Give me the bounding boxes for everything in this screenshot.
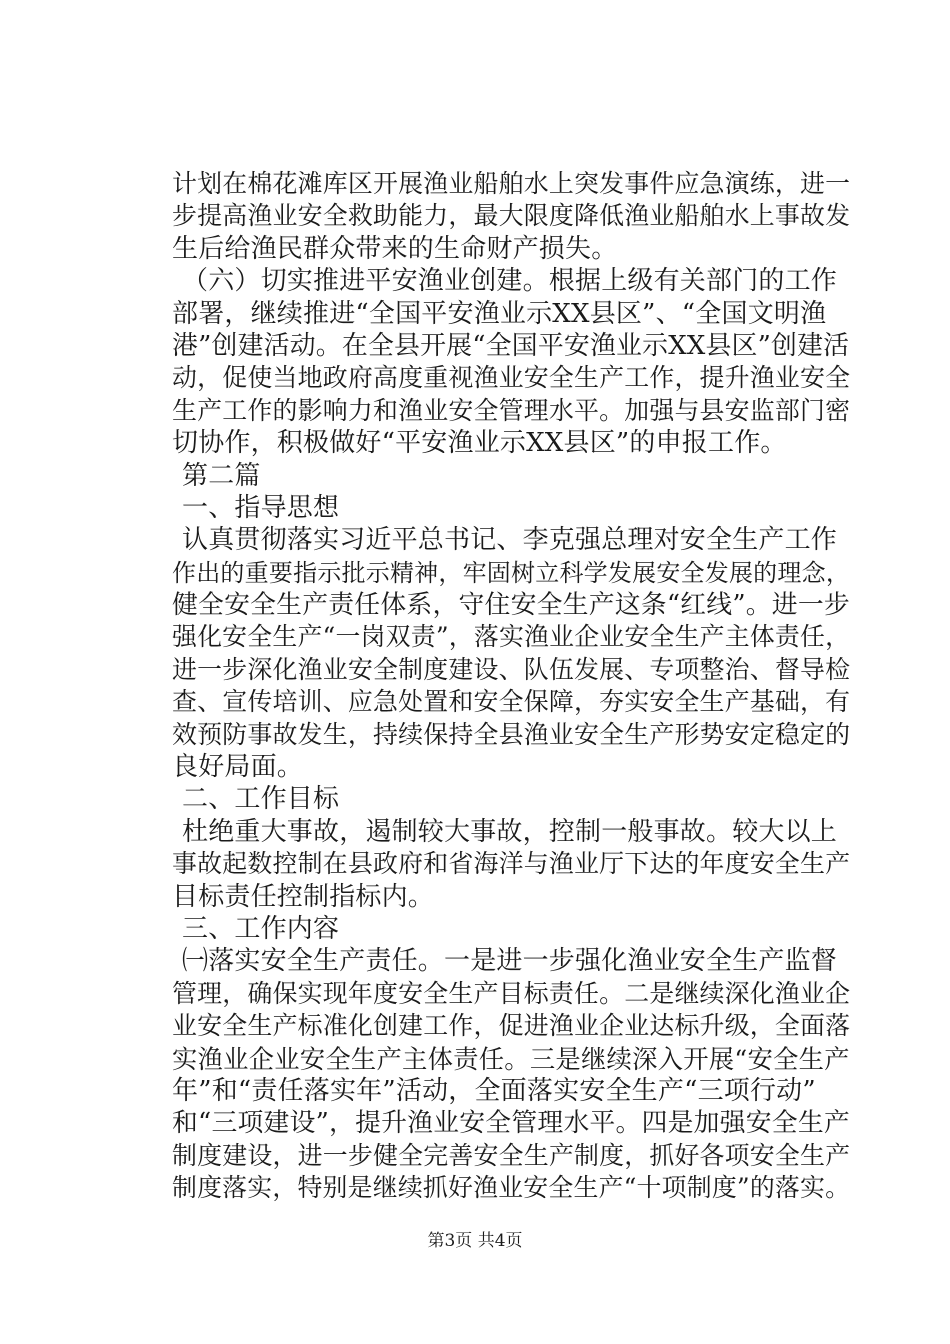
text-line: （六）切实推进平安渔业创建。根据上级有关部门的工作 [182,266,838,297]
text-line: 制度建设，进一步健全完善安全生产制度，抓好各项安全生产 [172,1140,851,1170]
text-line: ㈠落实安全生产责任。一是进一步强化渔业安全生产监督 [182,946,838,977]
text-line: 管理，确保实现年度安全生产目标责任。二是继续深化渔业企 [172,978,851,1008]
text-line: 查、宣传培训、应急处置和安全保障，夯实安全生产基础，有 [172,687,851,717]
page-footer [0,1230,950,1252]
text-line: 港”创建活动。在全县开展“全国平安渔业示XX县区”创建活 [172,330,850,361]
text-line: 业安全生产标准化创建工作，促进渔业企业达标升级，全面落 [172,1011,851,1041]
text-line: 一、指导思想 [182,492,340,523]
text-line: 计划在棉花滩库区开展渔业船舶水上突发事件应急演练，进一 [172,169,851,198]
text-line: 健全安全生产责任体系，守住安全生产这条“红线”。进一步 [172,590,850,621]
text-line: 第二篇 [182,460,261,491]
text-line: 部署，继续推进“全国平安渔业示XX县区”、“全国文明渔 [172,298,827,329]
text-line: 杜绝重大事故，遏制较大事故，控制一般事故。较大以上 [182,816,838,847]
text-line: 事故起数控制在县政府和省海洋与渔业厅下达的年度安全生产 [172,849,851,879]
text-line: 生后给渔民群众带来的生命财产损失。 [172,233,618,264]
text-line: 动，促使当地政府高度重视渔业安全生产工作，提升渔业安全 [172,363,851,393]
text-line: 进一步深化渔业安全制度建设、队伍发展、专项整治、督导检 [172,654,851,684]
text-line: 二、工作目标 [182,784,340,815]
text-line: 生产工作的影响力和渔业安全管理水平。加强与县安监部门密 [172,395,851,425]
text-line: 目标责任控制指标内。 [172,881,435,912]
text-line: 良好局面。 [172,752,304,783]
page-number-label: 第3页 共4页 [427,1231,523,1251]
text-line: 效预防事故发生，持续保持全县渔业安全生产形势安定稳定的 [172,719,851,749]
text-line: 实渔业企业安全生产主体责任。三是继续深入开展“安全生产 [172,1043,850,1074]
text-line: 强化安全生产“一岗双责”，落实渔业企业安全生产主体责任， [172,622,851,652]
text-line: 制度落实，特别是继续抓好渔业安全生产“十项制度”的落实。 [172,1173,851,1203]
text-line: 年”和“责任落实年”活动，全面落实安全生产“三项行动” [172,1075,816,1106]
document-body [172,168,850,1205]
text-line: 切协作，积极做好“平安渔业示XX县区”的申报工作。 [172,428,787,459]
text-line: 步提高渔业安全救助能力，最大限度降低渔业船舶水上事故发 [172,201,851,231]
text-line: 认真贯彻落实习近平总书记、李克强总理对安全生产工作 [182,525,838,556]
text-line: 和“三项建设”，提升渔业安全管理水平。四是加强安全生产 [172,1108,850,1139]
text-line: 作出的重要指示批示精神，牢固树立科学发展安全发展的理念， [172,558,851,587]
text-line: 三、工作内容 [182,913,340,944]
